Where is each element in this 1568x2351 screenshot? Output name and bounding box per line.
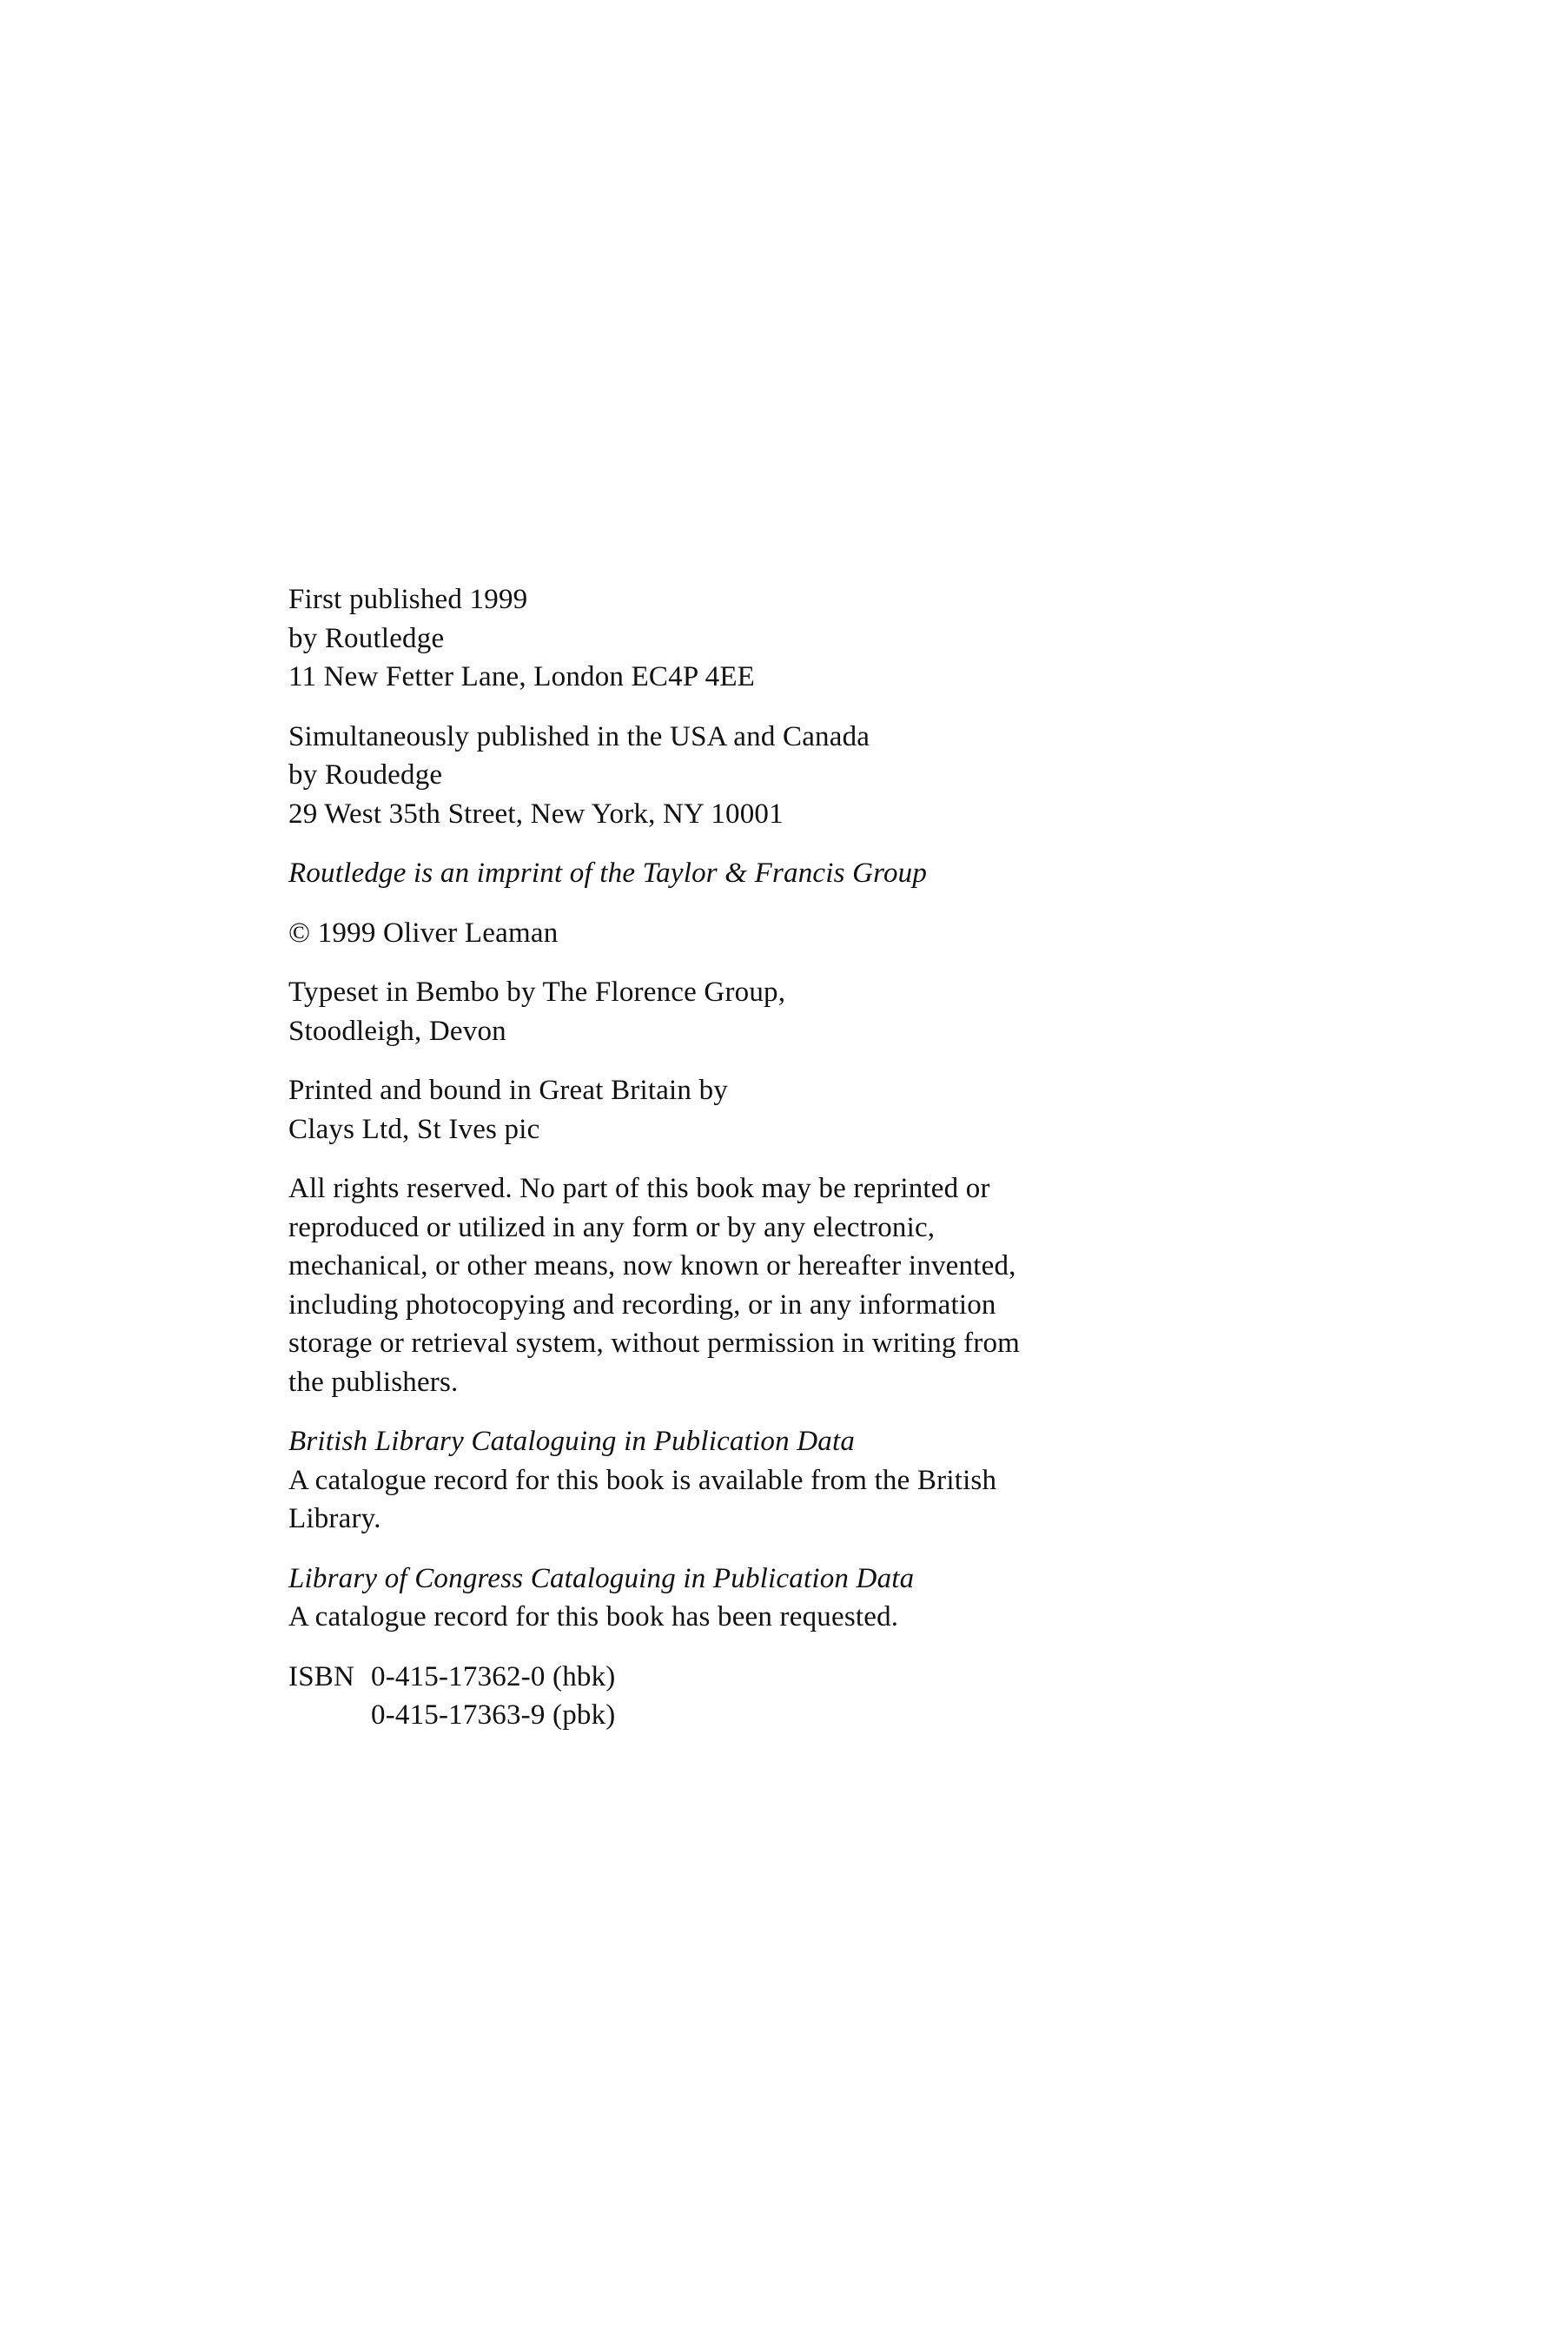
isbn-label: ISBN (288, 1660, 354, 1692)
publisher-line: by Routledge (288, 622, 445, 654)
british-library-cip (288, 1422, 1157, 1539)
isbn-row-hardback (288, 1658, 1157, 1697)
typeset-line-2: Stoodleigh, Devon (288, 1015, 506, 1047)
first-published-line: First published 1999 (288, 584, 528, 615)
copyright-block (288, 580, 1157, 1756)
copyright-notice: © 1999 Oliver Leaman (288, 917, 559, 949)
isbn-row-paperback (288, 1696, 1157, 1735)
us-publication-info (288, 718, 1157, 834)
rights-line: reproduced or utilized in any form or by any electronic, (288, 1211, 936, 1243)
rights-line: the publishers. (288, 1366, 459, 1398)
rights-line: mechanical, or other means, now known or hereafter invented, (288, 1250, 1016, 1281)
british-library-line-2: Library. (288, 1503, 381, 1534)
isbn-block (288, 1658, 1157, 1735)
imprint-note: Routledge is an imprint of the Taylor & Francis Group (288, 858, 928, 889)
rights-line: All rights reserved. No part of this book may be reprinted or (288, 1173, 990, 1204)
typeset-info (288, 973, 1157, 1050)
library-of-congress-cip (288, 1560, 1157, 1637)
british-library-line-1: A catalogue record for this book is available from the British (288, 1464, 997, 1496)
rights-line: storage or retrieval system, without permission in writing from (288, 1328, 1021, 1359)
rights-statement (288, 1169, 1157, 1401)
library-of-congress-line-1: A catalogue record for this book has been requested. (288, 1601, 899, 1632)
us-publication-line-3: 29 West 35th Street, New York, NY 10001 (288, 798, 784, 830)
rights-line: including photocopying and recording, or in any information (288, 1288, 996, 1321)
printing-line-1: Printed and bound in Great Britain by (288, 1075, 728, 1106)
printing-line-2: Clays Ltd, St Ives pic (288, 1113, 540, 1145)
publication-info (288, 580, 1157, 697)
printing-info (288, 1071, 1157, 1149)
isbn-paperback: 0-415-17363-9 (pbk) (371, 1699, 616, 1731)
british-library-heading: British Library Cataloguing in Publication Data (288, 1426, 856, 1457)
isbn-hardback: 0-415-17362-0 (hbk) (371, 1660, 616, 1692)
us-publication-line-1: Simultaneously published in the USA and Canada (288, 720, 870, 752)
us-publication-line-2: by Roudedge (288, 759, 443, 791)
typeset-line-1: Typeset in Bembo by The Florence Group, (288, 977, 786, 1008)
library-of-congress-heading: Library of Congress Cataloguing in Publication Data (288, 1562, 915, 1594)
publisher-address-line: 11 New Fetter Lane, London EC4P 4EE (288, 661, 756, 692)
